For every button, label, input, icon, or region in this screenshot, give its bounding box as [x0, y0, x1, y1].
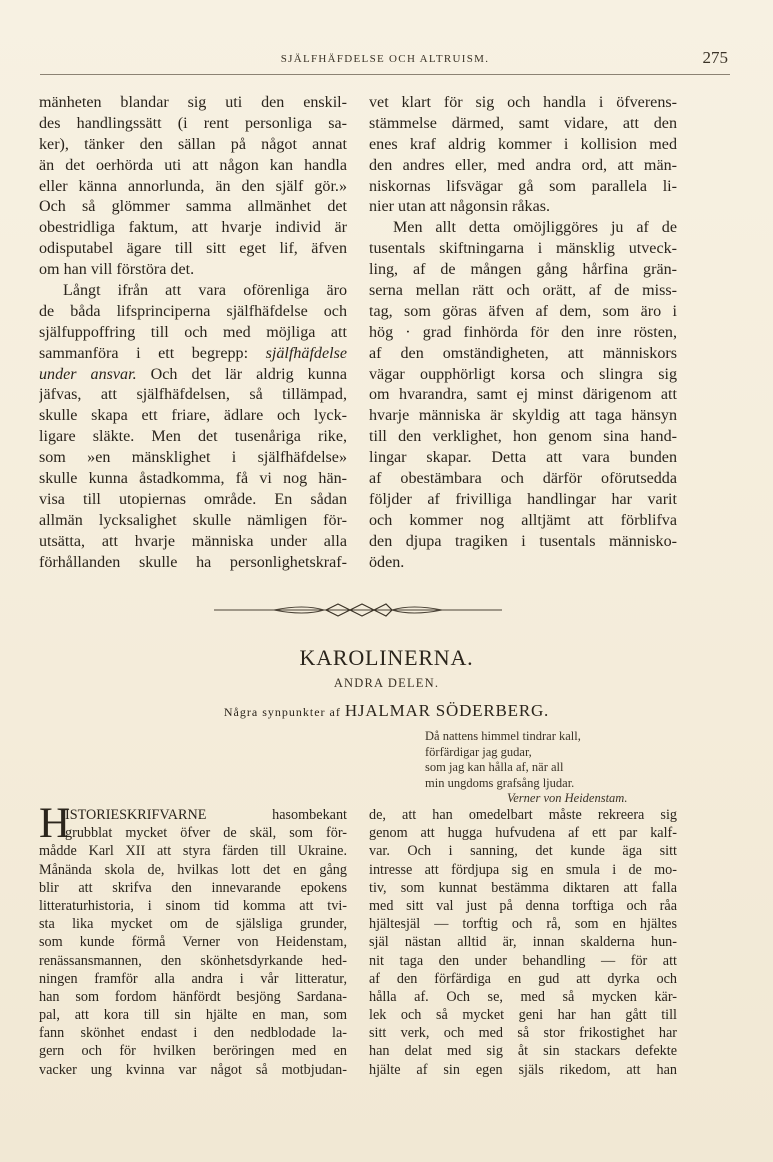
text-line: des handlingssätt (i rent personliga sa-	[39, 114, 347, 132]
text-line: tag, som göras äfven af dem, som äro i	[369, 302, 677, 320]
text-line: den andres eller, med andra ord, att män-	[369, 156, 677, 174]
text-line	[39, 365, 347, 386]
text-line: öden.	[369, 553, 405, 571]
article-right-column	[369, 806, 677, 1079]
text-line: ningen framför alla andra i vår litteratur,	[39, 970, 347, 987]
byline	[0, 701, 773, 721]
text-line: var. Och i sanning, det kunde äga sitt	[369, 843, 677, 860]
article-left-column	[39, 800, 347, 1079]
text-line: mänheten blandar sig uti den enskil-	[39, 94, 347, 111]
text-line: ISTORIESKRIFVARNE hasombekant	[65, 807, 347, 823]
text-line: niskornas lifsvägar gå som parallela li-	[369, 177, 677, 195]
poem-line: min ungdoms grafsång ljudar.	[425, 775, 575, 790]
text-line: sitt verk, och med så stor frikostighet har	[369, 1025, 677, 1042]
poem-line: förfärdigar jag gudar,	[425, 744, 532, 759]
running-header	[40, 50, 730, 75]
text-line: som kunde förmå Verner von Heidenstam,	[39, 934, 347, 951]
text-line: af den förfärdiga en gud att dyrka och	[369, 970, 677, 987]
text-line: lek och så mycket geni har han gått till	[369, 1007, 677, 1024]
text-line: tiv, som kunnat bestämma diktaren att falla	[369, 879, 677, 896]
text-line: enes kraf aldrig kommer i kollision med	[369, 135, 677, 153]
text-line: pal, att kora till sin hjälte en man, som	[39, 1007, 347, 1024]
text-line: visa till utopiernas område. En sådan	[39, 490, 347, 508]
italic-phrase: under ansvar.	[39, 365, 137, 383]
text-line: allmän lycksalighet skulle nämligen för-	[39, 511, 347, 529]
text-line: om han vill förstöra det.	[39, 261, 195, 279]
text-line: Månända skola de, hvilkas lott det en gång	[39, 861, 347, 878]
byline-prefix: Några synpunkter af	[223, 705, 341, 719]
left-column-text	[39, 93, 347, 573]
epigraph-poem	[425, 729, 725, 807]
text-line: odisputabel ägare till sitt eget lif, äfven	[39, 240, 347, 258]
text-line: lingar skapar. Detta att vara bunden	[369, 449, 677, 467]
article-part: ANDRA DELEN.	[333, 676, 440, 690]
text-line: stämmelse därmed, samt vidare, att den	[369, 114, 677, 132]
ornamental-divider	[214, 600, 502, 620]
text-line: grubblat mycket öfver de skäl, som för-	[65, 825, 347, 842]
text-line: utsätta, att hvarje människa under alla	[39, 532, 347, 550]
text-line: renässansmannen, den skönhetsdyrkande hed-	[39, 952, 347, 969]
text-line: följder af frivilliga handlingar har varit	[369, 490, 677, 508]
text-line: om hvarandra, samt ej minst därigenom att	[369, 386, 677, 404]
text-line: som »en mänsklighet i själfhäfdelse»	[39, 449, 347, 467]
poem-attribution: Verner von Heidenstam.	[507, 791, 628, 806]
article-title: KAROLINERNA.	[299, 645, 474, 670]
text-line: genom att hugga hufvudena af ett par kalf-	[369, 825, 677, 842]
text-line: han som fordom hänfördt besjöng Sardana-	[39, 988, 347, 1005]
text-fragment: Och det lär aldrig kunna	[150, 365, 347, 383]
poem-line: som jag kan hålla af, när all	[425, 760, 564, 775]
text-line: med sitt val just på denna torftiga och råa	[369, 897, 677, 914]
text-line: ling, af de mången gång hårfina grän-	[369, 261, 677, 279]
right-column-text	[369, 93, 677, 573]
text-line: vet klart för sig och handla i öfverens-	[369, 94, 677, 111]
text-line: Och så glömmer samma allmänhet det	[39, 198, 347, 216]
author-name: HJALMAR SÖDERBERG.	[344, 701, 550, 720]
text-line: den djupa tragiken i tusentals människo-	[369, 532, 677, 550]
text-line: tusentals skiftningarna i mänsklig utveck-	[369, 240, 677, 258]
text-line: hålla af. Och se, med så mycken kär-	[369, 988, 677, 1005]
text-line: hjältesjäl — torftig och rå, som en hjältes	[369, 916, 677, 933]
text-line: nier utan att någonsin råkas.	[369, 198, 550, 216]
text-line: hög · grad finhörda för den inre rösten,	[369, 323, 677, 341]
text-line: mådde Karl XII att styra färden till Ukraine.	[39, 843, 347, 860]
text-line: hjälte af sin egen själs rikedom, att han	[369, 1061, 677, 1078]
text-line: gern och för hvilken beröringen med en	[39, 1043, 347, 1060]
drop-cap: H	[39, 800, 71, 847]
text-line: intresse att fördjupa sig en smula i de mo-	[369, 861, 677, 878]
poem-line: Då nattens himmel tindrar kall,	[425, 729, 581, 743]
text-line: vägar oupphörligt korsa och slingra sig	[369, 365, 677, 383]
text-line: skulle kunna åstadkomma, få vi nog hän-	[39, 470, 347, 488]
text-line: serna mellan rätt och orätt, af de miss-	[369, 282, 677, 300]
text-line: litteraturhistoria, i sinom tid komma att tvi-	[39, 897, 347, 914]
text-fragment: sammanföra i ett begrepp:	[39, 344, 249, 362]
text-line: skulle skapa ett friare, ädlare och lyck-	[39, 407, 347, 425]
text-line: förhållanden skulle ha personlighetskraf-	[39, 553, 347, 571]
text-line: och kommer nog alltjämt att förblifva	[369, 511, 677, 529]
text-line: vacker ung kvinna var något så motbjudan-	[39, 1061, 347, 1078]
text-line: ligare släkte. Men det tusenåriga rike,	[39, 428, 347, 446]
text-line: själ nästan alltid är, innan skalderna hun-	[369, 934, 677, 951]
text-line: de, att han omedelbart måste rekreera sig	[369, 807, 677, 823]
text-line: af den omständigheten, att människors	[369, 344, 677, 362]
text-line: nit taga den under behandling — för att	[369, 952, 677, 969]
text-line	[39, 344, 347, 365]
text-line: hvarje människa är skyldig att taga hänsyn	[369, 407, 677, 425]
text-line: af obestämbara och därför oförutsedda	[369, 470, 677, 488]
text-line: Långt ifrån att vara oförenliga äro	[63, 282, 347, 300]
text-line: blir att skrifva den innevarande epokens	[39, 879, 347, 896]
text-line: själfuppoffring till och med möjliga att	[39, 323, 347, 341]
text-line: fann skönhet endast i den nedblodade la-	[39, 1025, 347, 1042]
text-line: de båda lifsprinciperna själfhäfdelse och	[39, 302, 347, 320]
running-title: SJÄLFHÄFDELSE OCH ALTRUISM.	[280, 53, 490, 65]
italic-phrase: själfhäfdelse	[265, 344, 347, 362]
text-line: ker), tänker den sällan på något annat	[39, 135, 347, 153]
text-line: eller känna annorlunda, än den själf gör.»	[39, 177, 347, 195]
text-line: till den verklighet, hon genom sina hand-	[369, 428, 677, 446]
page-number: 275	[702, 48, 728, 67]
text-line: obestridliga faktum, att hvarje individ är	[39, 219, 347, 237]
text-line: sta lika mycket om de själsliga grunder,	[39, 916, 347, 933]
text-line: än det oerhörda uti att någon kan handla	[39, 156, 347, 174]
text-line: han delat med sig åt sin stackars defekte	[369, 1043, 677, 1060]
text-line: jäfvas, att själfhäfdelsen, så tillämpad,	[39, 386, 347, 404]
text-line: Men allt detta omöjliggöres ju af de	[393, 219, 677, 237]
